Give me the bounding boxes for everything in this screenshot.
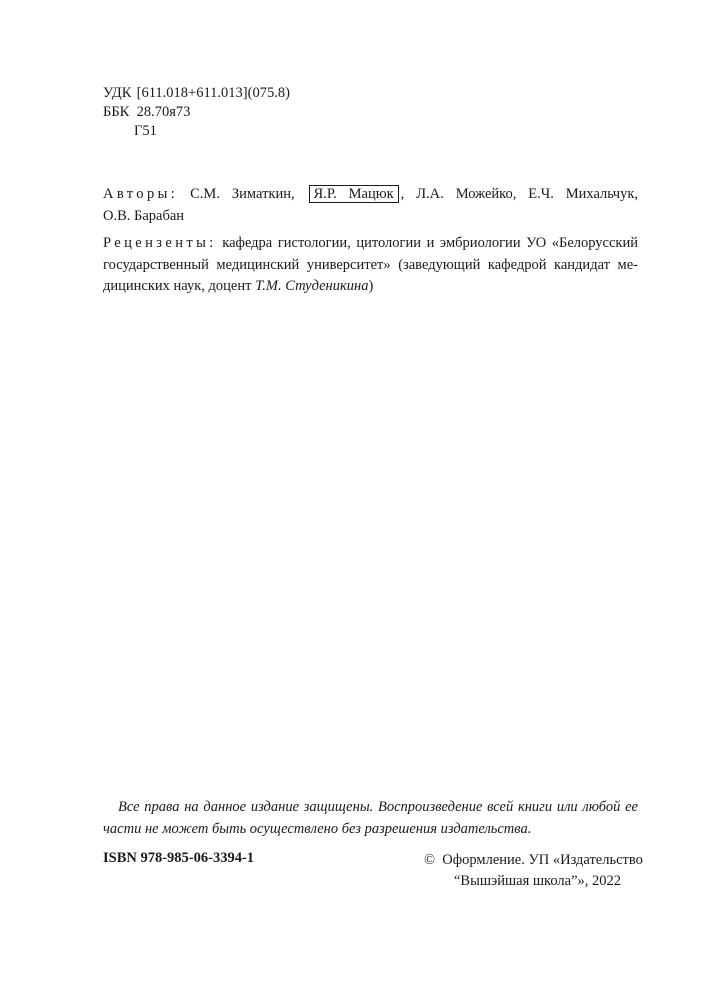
authors-line-2: О.В. Барабан bbox=[103, 207, 185, 224]
udk-label: УДК bbox=[103, 85, 132, 101]
rights-line-2: части не может быть осуществлено без разрешения издательства. bbox=[103, 821, 532, 837]
reviewer-name: Т.М. Студеникина bbox=[255, 278, 369, 294]
reviewers-line-1-text: кафедра гистологии, цитологии и эмбриологии УО «Белорусский bbox=[222, 235, 638, 251]
copyright-line-1-text: Оформление. УП «Издательство bbox=[442, 852, 643, 868]
reviewers-line-3 bbox=[103, 276, 638, 298]
authors-list-start: С.М. Зиматкин, bbox=[190, 186, 295, 202]
udk-row bbox=[103, 84, 290, 103]
author-mark: Г51 bbox=[134, 123, 157, 139]
authors-label: Авторы: bbox=[103, 186, 179, 202]
reviewers-block bbox=[103, 233, 638, 298]
rights-notice bbox=[103, 796, 638, 840]
copyright-notice bbox=[424, 850, 643, 892]
udk-value: [611.018+611.013](075.8) bbox=[136, 85, 290, 101]
copyright-symbol: © bbox=[424, 852, 436, 868]
isbn: ISBN 978-985-06-3394-1 bbox=[103, 850, 255, 866]
bibliographic-codes bbox=[103, 84, 290, 141]
authors-line-1 bbox=[103, 184, 638, 206]
reviewers-line-3-end: ) bbox=[368, 278, 374, 294]
copyright-line-1 bbox=[424, 852, 643, 868]
bbk-label: ББК bbox=[103, 104, 130, 120]
reviewers-label: Рецензенты: bbox=[103, 235, 217, 251]
copyright-line-2: “Вышэйшая школа”», 2022 bbox=[454, 873, 622, 889]
bbk-value: 28.70я73 bbox=[136, 104, 191, 120]
highlighted-author: Я.Р. Мацюк bbox=[309, 185, 399, 203]
rights-line-1: Все права на данное издание защищены. Воспроизведение всей книги или любой ее bbox=[118, 799, 638, 815]
reviewers-line-3-start: дицинских наук, доцент bbox=[103, 278, 256, 294]
reviewers-line-1 bbox=[103, 233, 638, 255]
authors-block bbox=[103, 184, 638, 227]
authors-list-rest: , Л.А. Можейко, Е.Ч. Михальчук, bbox=[400, 186, 638, 202]
bbk-row bbox=[103, 103, 290, 122]
reviewers-line-2: государственный медицинский университет» (заведующий кафедрой кандидат ме- bbox=[103, 256, 638, 273]
